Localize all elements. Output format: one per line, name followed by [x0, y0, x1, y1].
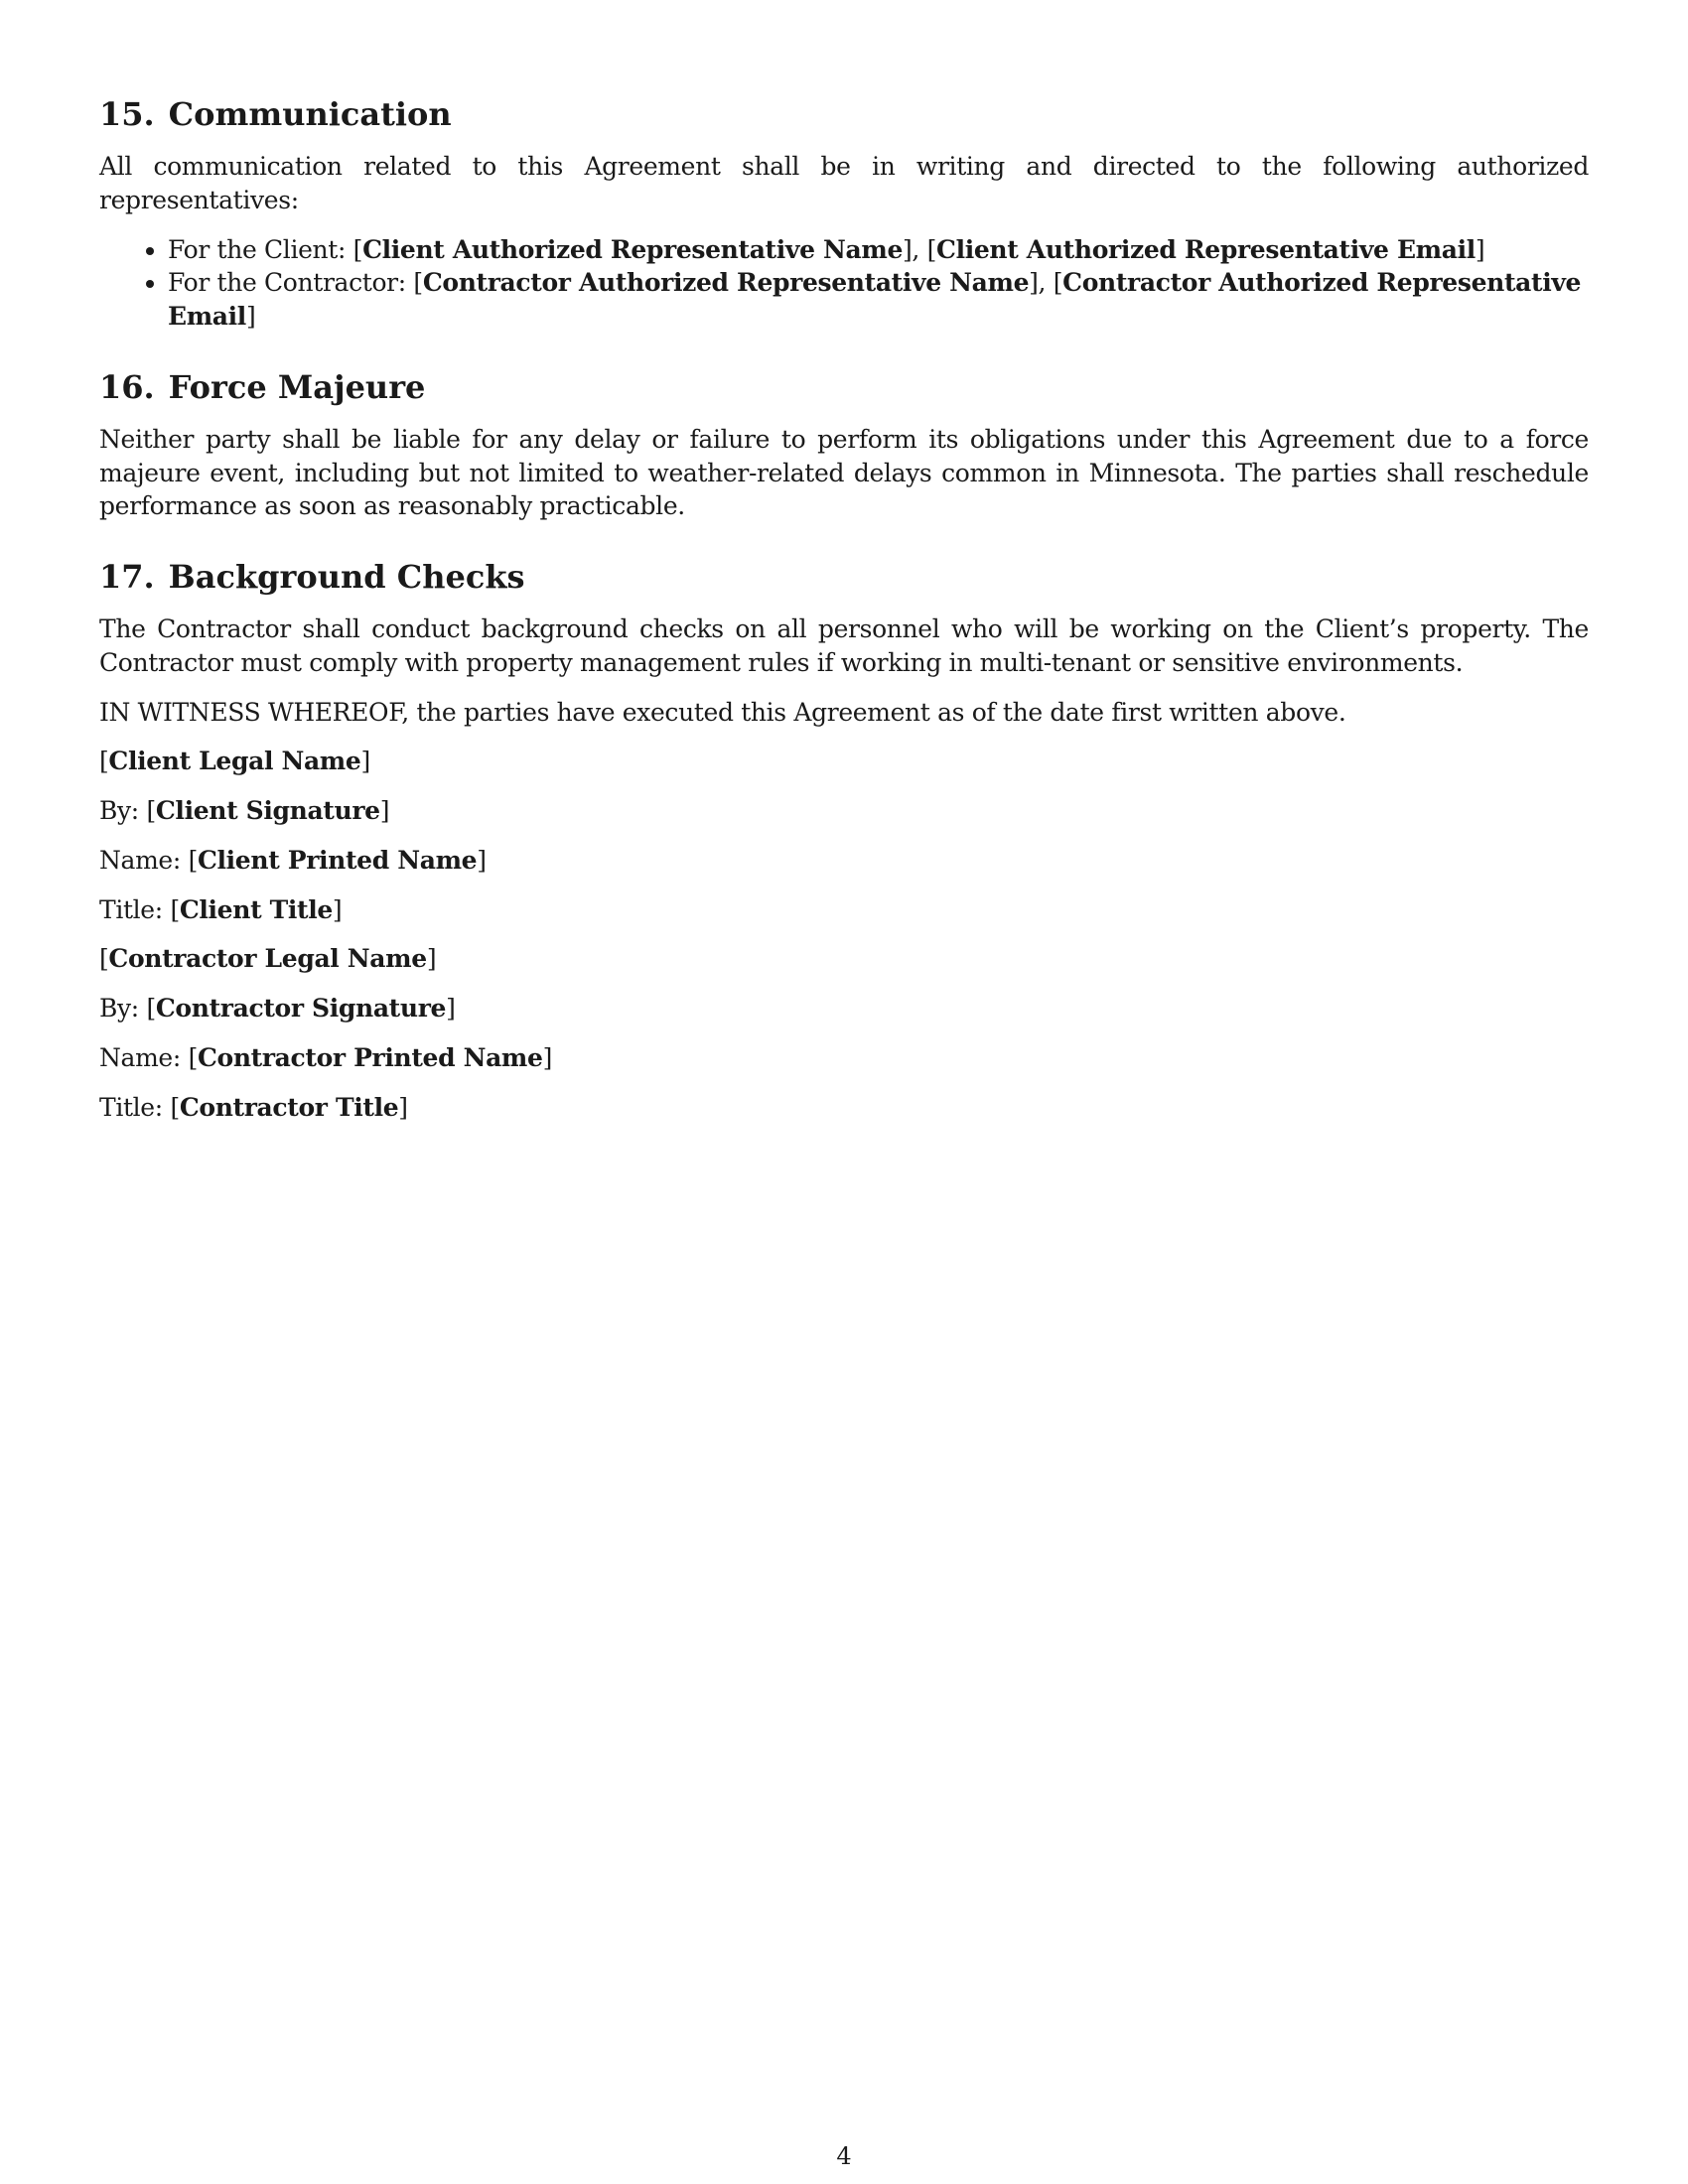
- placeholder-field: Client Authorized Representative Name: [362, 234, 903, 264]
- section-heading: [99, 94, 1589, 134]
- list-item-contractor-representative: • For the Contractor: [Contractor Authorized Representative Name], [Contractor Authorized Representative Email]: [168, 266, 1589, 334]
- legal-name-line: [Client Legal Name]: [99, 747, 370, 776]
- title-placeholder: Client Title: [179, 894, 333, 924]
- section-number: 16.: [99, 367, 155, 406]
- by-label: By:: [99, 796, 147, 825]
- section-body: Neither party shall be liable for any delay or failure to perform its obligations under this Agreement due to a force majeure event, including but not limited to weather-related delays common in Minnesota. The parties shall reschedule performance as soon as reasonably practicable.: [99, 424, 1589, 521]
- placeholder-separator: ], [: [1029, 268, 1063, 298]
- witness-clause: IN WITNESS WHEREOF, the parties have executed this Agreement as of the date first written above.: [99, 697, 1346, 727]
- section-body: The Contractor shall conduct background checks on all personnel who will be working on the Client’s property. The Contractor must comply with property management rules if working in multi-tenant or sensitive environments.: [99, 614, 1589, 677]
- name-line: Name: [Contractor Printed Name]: [99, 1042, 553, 1072]
- section-communication: [99, 94, 1589, 334]
- section-title: Force Majeure: [168, 367, 426, 406]
- name-label: Name:: [99, 845, 189, 875]
- printed-name-placeholder: Contractor Printed Name: [197, 1042, 543, 1072]
- by-label: By:: [99, 994, 147, 1023]
- signature-block-client: [99, 745, 1589, 926]
- printed-name-placeholder: Client Printed Name: [197, 845, 478, 875]
- list-item-client-representative: • For the Client: [Client Authorized Representative Name], [Client Authorized Representative Email]: [168, 233, 1589, 267]
- signature-placeholder: Contractor Signature: [155, 994, 447, 1023]
- signature-block-contractor: [99, 942, 1589, 1124]
- representatives-list: [99, 233, 1589, 334]
- title-line: Title: [Client Title]: [99, 894, 343, 924]
- title-label: Title:: [99, 894, 171, 924]
- bullet-prefix: For the Contractor:: [168, 268, 414, 298]
- signature-placeholder: Client Signature: [155, 796, 380, 825]
- name-line: Name: [Client Printed Name]: [99, 845, 487, 875]
- section-title: Background Checks: [168, 558, 525, 596]
- by-line: By: [Contractor Signature]: [99, 994, 456, 1023]
- placeholder-field: Contractor Authorized Representative Email: [168, 268, 1582, 331]
- section-force-majeure: [99, 367, 1589, 523]
- title-placeholder: Contractor Title: [179, 1092, 399, 1122]
- legal-name: Contractor Legal Name: [108, 944, 427, 974]
- bullet-prefix: For the Client:: [168, 234, 353, 264]
- section-number: 17.: [99, 558, 155, 596]
- placeholder-field: Client Authorized Representative Email: [936, 234, 1476, 264]
- section-intro: All communication related to this Agreement shall be in writing and directed to the following authorized representatives:: [99, 152, 1589, 214]
- title-label: Title:: [99, 1092, 171, 1122]
- legal-name-line: [Contractor Legal Name]: [99, 944, 437, 974]
- section-number: 15.: [99, 95, 155, 133]
- placeholder-separator: ], [: [903, 234, 937, 264]
- page-number: 4: [836, 2142, 852, 2170]
- section-title: Communication: [168, 95, 452, 133]
- placeholder-field: Contractor Authorized Representative Name: [422, 268, 1030, 298]
- by-line: By: [Client Signature]: [99, 796, 390, 825]
- section-heading: [99, 557, 1589, 597]
- section-heading: [99, 367, 1589, 407]
- legal-name: Client Legal Name: [108, 747, 361, 776]
- document-page: [99, 94, 1589, 1140]
- title-line: Title: [Contractor Title]: [99, 1092, 408, 1122]
- name-label: Name:: [99, 1042, 189, 1072]
- section-background-checks: [99, 557, 1589, 680]
